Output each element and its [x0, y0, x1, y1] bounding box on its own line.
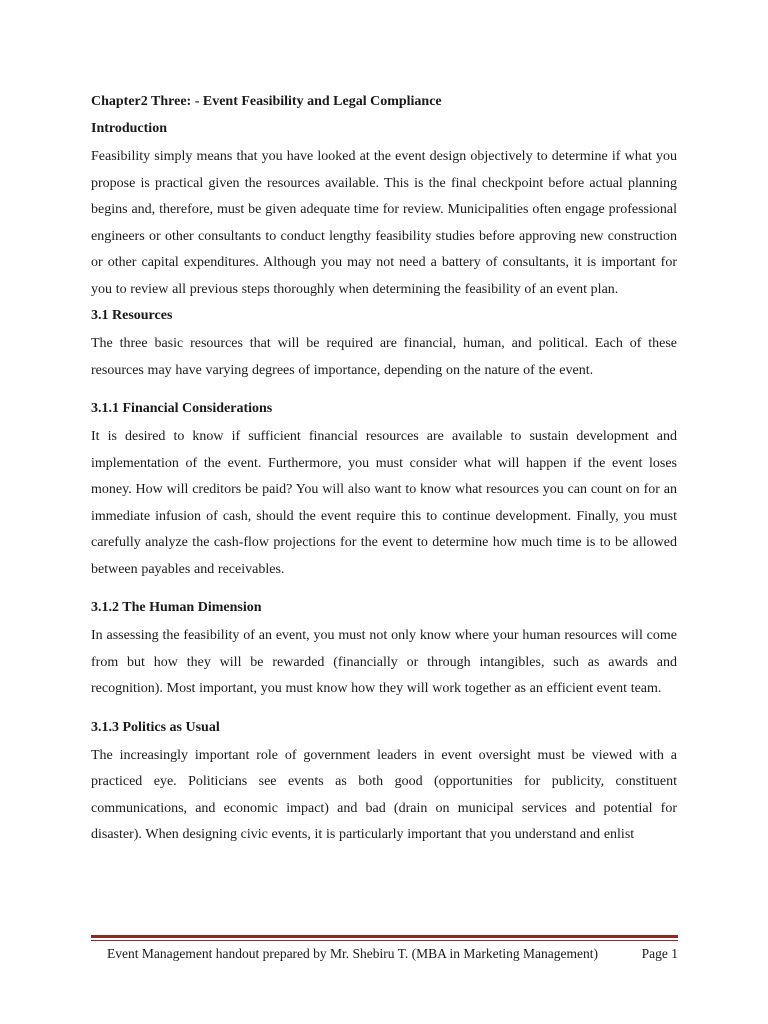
- page-footer: [91, 935, 678, 962]
- page-number: Page 1: [641, 946, 678, 961]
- paragraph-resources: The three basic resources that will be required are financial, human, and political. Each of these resources may have varying degrees of importance, depending on the nature of the event.: [91, 336, 677, 378]
- footer-rule-thin: [91, 940, 678, 941]
- document-body: [91, 93, 677, 853]
- chapter-title: Chapter2 Three: - Event Feasibility and Legal Compliance: [91, 94, 442, 109]
- paragraph-politics-as-usual: The increasingly important role of government leaders in event oversight must be viewed with a practiced eye. Politicians see events as both good (opportunities for publicity, constituent communications, and economic impact) and bad (drain on municipal services and potential for disaster). When designing civic events, it is particularly important that you understand and enlist: [91, 747, 677, 842]
- heading-resources: 3.1 Resources: [91, 308, 173, 323]
- heading-financial-considerations: 3.1.1 Financial Considerations: [91, 401, 273, 416]
- heading-introduction: Introduction: [91, 121, 167, 136]
- heading-politics-as-usual: 3.1.3 Politics as Usual: [91, 719, 220, 735]
- paragraph-human-dimension: In assessing the feasibility of an event, you must not only know where your human resources will come from but how they will be rewarded (financially or through intangibles, such as awards and recognition). Most important, you must know how they will work together as an efficient event team.: [91, 628, 677, 696]
- footer-rule: [91, 935, 678, 938]
- paragraph-introduction: Feasibility simply means that you have looked at the event design objectively to determine if what you propose is practical given the resources available. This is the final checkpoint before actual planning begins and, therefore, must be given adequate time for review. Municipalities often engage professional engineers or other consultants to conduct lengthy feasibility studies before approving new construction or other capital expenditures. Although you may not need a battery of consultants, it is important for you to review all previous steps thoroughly when determining the feasibility of an event plan.: [91, 149, 677, 297]
- footer-credit: Event Management handout prepared by Mr. Shebiru T. (MBA in Marketing Management): [107, 946, 599, 961]
- footer-line: [91, 946, 678, 962]
- paragraph-financial-considerations: It is desired to know if sufficient financial resources are available to sustain development and implementation of the event. Furthermore, you must consider what will happen if the event loses money. How will creditors be paid? You will also want to know what resources you can count on for an immediate infusion of cash, should the event require this to continue development. Finally, you must carefully analyze the cash-flow projections for the event to determine how much time is to be allowed between payables and receivables.: [91, 429, 677, 577]
- heading-human-dimension: 3.1.2 The Human Dimension: [91, 600, 262, 615]
